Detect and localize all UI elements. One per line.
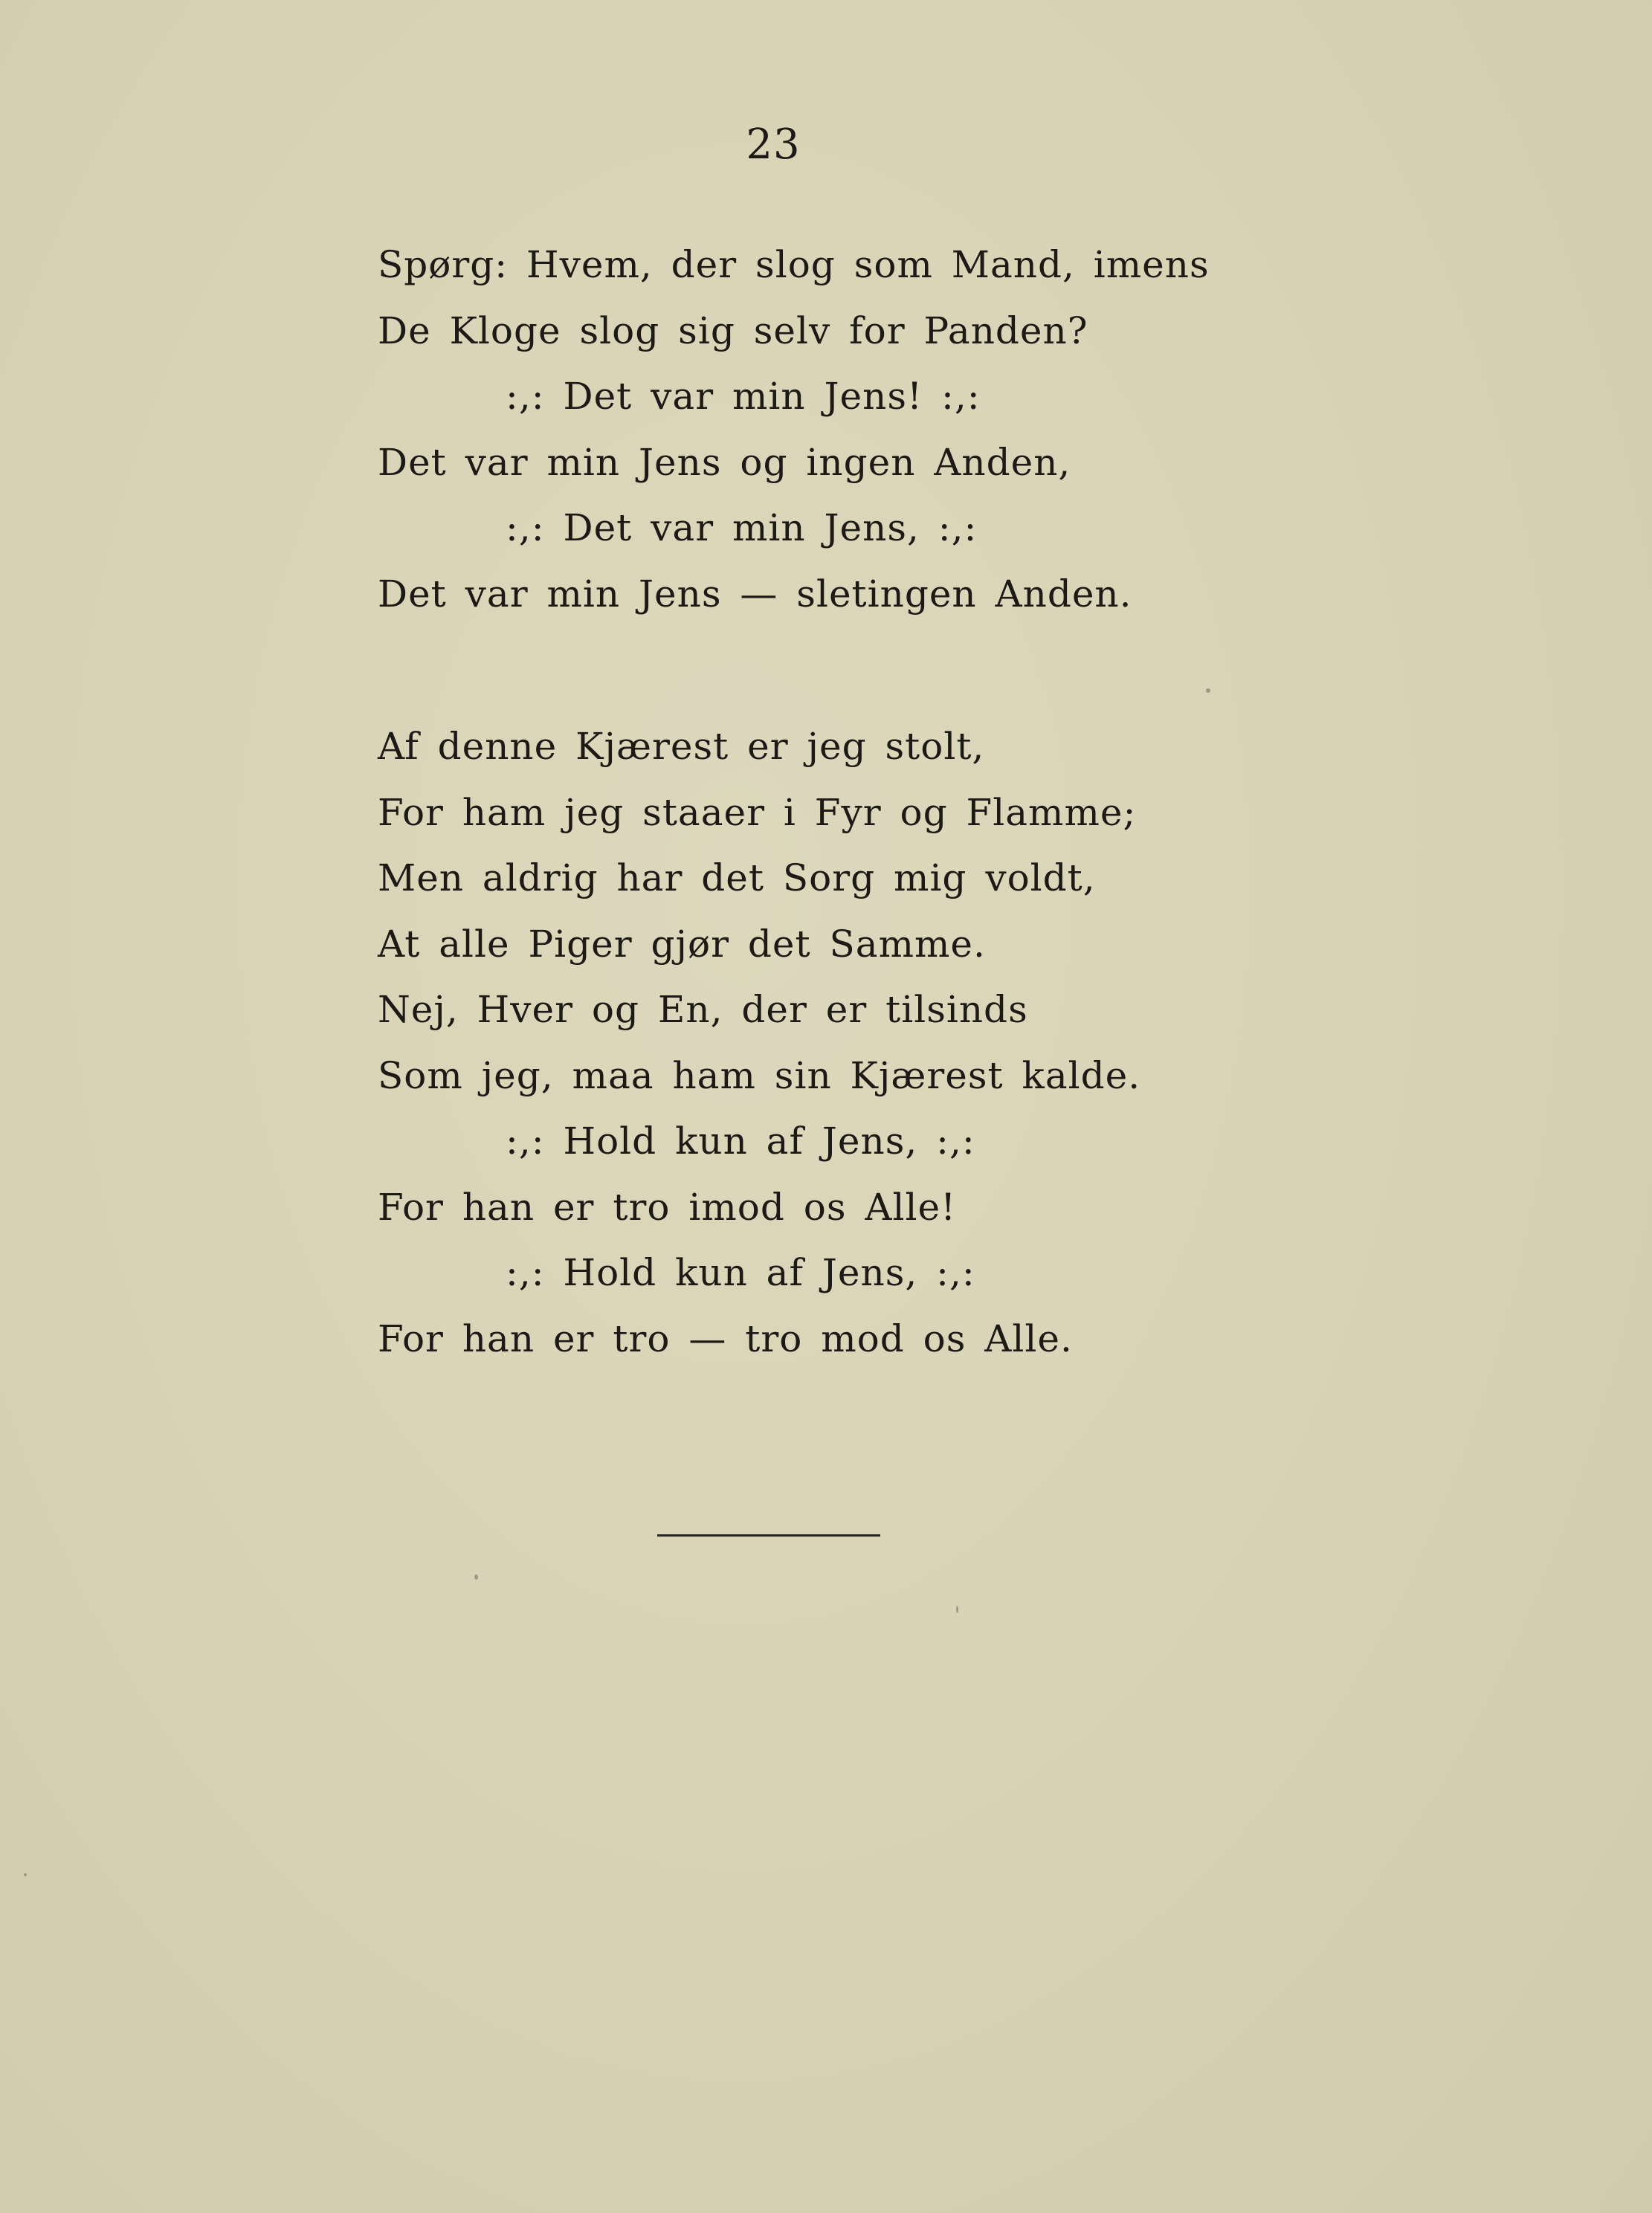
refrain-line: :,: Det var min Jens, :,: <box>506 506 978 549</box>
verse-line: Men aldrig har det Sorg mig voldt, <box>378 856 1096 899</box>
refrain-line: :,: Det var min Jens! :,: <box>506 375 981 418</box>
paper-speck <box>956 1606 958 1613</box>
verse-line: Det var min Jens og ingen Anden, <box>378 440 1071 484</box>
verse-line: For han er tro — tro mod os Alle. <box>378 1317 1073 1360</box>
verse-line: Det var min Jens — sletingen Anden. <box>378 572 1132 616</box>
verse-line: For ham jeg staaer i Fyr og Flamme; <box>378 790 1137 834</box>
verse-line: Spørg: Hvem, der slog som Mand, imens <box>378 243 1210 286</box>
verse-line: At alle Piger gjør det Samme. <box>378 922 986 966</box>
stanza-1 <box>0 232 1652 627</box>
verse-line: Af denne Kjærest er jeg stolt, <box>378 725 985 768</box>
verse-line: De Kloge slog sig selv for Panden? <box>378 308 1088 352</box>
verse-line: Nej, Hver og En, der er tilsinds <box>378 988 1028 1031</box>
refrain-line: :,: Hold kun af Jens, :,: <box>506 1120 975 1163</box>
page-number: 23 <box>746 120 801 169</box>
stanza-2 <box>0 714 1652 1372</box>
verse-line: Som jeg, maa ham sin Kjærest kalde. <box>378 1053 1141 1097</box>
refrain-line: :,: Hold kun af Jens, :,: <box>506 1251 975 1294</box>
verse-line: For han er tro imod os Alle! <box>378 1185 957 1229</box>
paper-speck <box>1206 688 1210 693</box>
section-divider <box>657 1534 880 1537</box>
paper-speck <box>24 1873 27 1876</box>
paper-speck <box>474 1574 478 1580</box>
